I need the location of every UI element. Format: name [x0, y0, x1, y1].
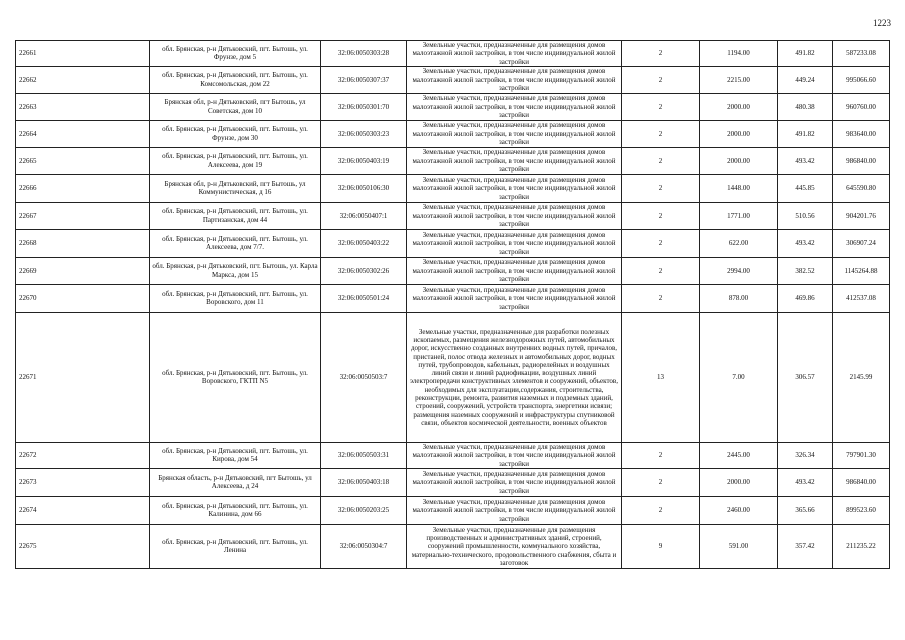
group-cell: 2: [622, 202, 700, 229]
row-number: 22661: [16, 41, 150, 67]
area-cell: 2215.00: [700, 66, 778, 93]
address-cell: обл. Брянская, р-н Дятьковский, пгт. Бытошь, ул. Фрунзе, дом 30: [150, 120, 321, 147]
land-purpose-cell: Земельные участки, предназначенные для размещения домов малоэтажной жилой застройки, в том числе индивидуальной жилой застройки: [407, 442, 622, 468]
address-cell: Брянская область, р-н Дятьковский, пгт Бытошь, ул Алексеева, д 24: [150, 468, 321, 496]
table-row: [16, 66, 890, 93]
row-number: 22673: [16, 468, 150, 496]
row-number: 22672: [16, 442, 150, 468]
table-row: [16, 284, 890, 312]
rate-cell: 382.52: [778, 257, 833, 284]
rate-cell: 510.56: [778, 202, 833, 229]
table-row: [16, 41, 890, 67]
cadastral-number-cell: 32:06:0050501:24: [321, 284, 407, 312]
table-row: [16, 147, 890, 174]
row-number: 22675: [16, 524, 150, 568]
address-cell: обл. Брянская, р-н Дятьковский, пгт. Бытошь, ул. Алексеева, дом 7/7.: [150, 229, 321, 257]
address-cell: обл. Брянская, р-н Дятьковский, пгт. Бытошь, ул. Фрунзе, дом 5: [150, 41, 321, 67]
group-cell: 2: [622, 229, 700, 257]
group-cell: 2: [622, 93, 700, 120]
group-cell: 2: [622, 147, 700, 174]
row-number: 22666: [16, 174, 150, 202]
cadastral-value-cell: 306907.24: [833, 229, 890, 257]
cadastral-number-cell: 32:06:0050303:23: [321, 120, 407, 147]
group-cell: 2: [622, 496, 700, 524]
table-row: [16, 202, 890, 229]
land-purpose-cell: Земельные участки, предназначенные для размещения домов малоэтажной жилой застройки, в том числе индивидуальной жилой застройки: [407, 120, 622, 147]
area-cell: 591.00: [700, 524, 778, 568]
rate-cell: 306.57: [778, 312, 833, 442]
row-number: 22665: [16, 147, 150, 174]
rate-cell: 357.42: [778, 524, 833, 568]
land-purpose-cell: Земельные участки, предназначенные для размещения домов малоэтажной жилой застройки, в том числе индивидуальной жилой застройки: [407, 174, 622, 202]
area-cell: 7.00: [700, 312, 778, 442]
group-cell: 13: [622, 312, 700, 442]
address-cell: Брянская обл, р-н Дятьковский, пгт Бытошь, ул Советская, дом 10: [150, 93, 321, 120]
group-cell: 2: [622, 66, 700, 93]
land-purpose-cell: Земельные участки, предназначенные для размещения домов малоэтажной жилой застройки, в том числе индивидуальной жилой застройки: [407, 202, 622, 229]
group-cell: 2: [622, 120, 700, 147]
row-number: 22671: [16, 312, 150, 442]
cadastral-registry-table: [15, 40, 890, 569]
cadastral-value-cell: 995066.60: [833, 66, 890, 93]
cadastral-value-cell: 211235.22: [833, 524, 890, 568]
cadastral-value-cell: 797901.30: [833, 442, 890, 468]
address-cell: обл. Брянская, р-н Дятьковский, пгт. Бытошь, ул. Карла Маркса, дом 15: [150, 257, 321, 284]
cadastral-number-cell: 32:06:0050303:28: [321, 41, 407, 67]
cadastral-number-cell: 32:06:0050403:19: [321, 147, 407, 174]
table-row: [16, 524, 890, 568]
land-purpose-cell: Земельные участки, предназначенные для размещения домов малоэтажной жилой застройки, в том числе индивидуальной жилой застройки: [407, 147, 622, 174]
group-cell: 9: [622, 524, 700, 568]
rate-cell: 493.42: [778, 229, 833, 257]
table-row: [16, 442, 890, 468]
address-cell: обл. Брянская, р-н Дятьковский, пгт. Бытошь, ул. Партизанская, дом 44: [150, 202, 321, 229]
page-number: 1223: [873, 18, 891, 28]
cadastral-number-cell: 32:06:0050407:1: [321, 202, 407, 229]
rate-cell: 326.34: [778, 442, 833, 468]
address-cell: обл. Брянская, р-н Дятьковский, пгт. Бытошь, ул. Кирова, дом 54: [150, 442, 321, 468]
cadastral-number-cell: 32:06:0050304:7: [321, 524, 407, 568]
group-cell: 2: [622, 468, 700, 496]
cadastral-value-cell: 904201.76: [833, 202, 890, 229]
address-cell: обл. Брянская, р-н Дятьковский, пгт. Бытошь, ул. Алексеева, дом 19: [150, 147, 321, 174]
cadastral-value-cell: 899523.60: [833, 496, 890, 524]
land-purpose-cell: Земельные участки, предназначенные для размещения домов малоэтажной жилой застройки, в том числе индивидуальной жилой застройки: [407, 257, 622, 284]
cadastral-value-cell: 587233.08: [833, 41, 890, 67]
address-cell: обл. Брянская, р-н Дятьковский, пгт. Бытошь, ул. Воровского, ГКТП N5: [150, 312, 321, 442]
row-number: 22662: [16, 66, 150, 93]
row-number: 22668: [16, 229, 150, 257]
table-row: [16, 312, 890, 442]
table-row: [16, 468, 890, 496]
area-cell: 622.00: [700, 229, 778, 257]
cadastral-value-cell: 2145.99: [833, 312, 890, 442]
rate-cell: 491.82: [778, 120, 833, 147]
area-cell: 1194.00: [700, 41, 778, 67]
address-cell: обл. Брянская, р-н Дятьковский, пгт. Бытошь, ул. Калинина, дом 66: [150, 496, 321, 524]
row-number: 22669: [16, 257, 150, 284]
group-cell: 2: [622, 442, 700, 468]
table-row: [16, 120, 890, 147]
land-purpose-cell: Земельные участки, предназначенные для размещения домов малоэтажной жилой застройки, в том числе индивидуальной жилой застройки: [407, 41, 622, 67]
area-cell: 2000.00: [700, 93, 778, 120]
rate-cell: 469.86: [778, 284, 833, 312]
address-cell: Брянская обл, р-н Дятьковский, пгт Бытошь, ул Коммунистическая, д 16: [150, 174, 321, 202]
cadastral-number-cell: 32:06:0050106:30: [321, 174, 407, 202]
table-row: [16, 257, 890, 284]
group-cell: 2: [622, 284, 700, 312]
cadastral-number-cell: 32:06:0050301:70: [321, 93, 407, 120]
cadastral-number-cell: 32:06:0050203:25: [321, 496, 407, 524]
row-number: 22667: [16, 202, 150, 229]
rate-cell: 480.38: [778, 93, 833, 120]
address-cell: обл. Брянская, р-н Дятьковский, пгт. Бытошь, ул. Воровского, дом 11: [150, 284, 321, 312]
land-purpose-cell: Земельные участки, предназначенные для разработки полезных ископаемых, размещения железнодорожных путей, автомобильных дорог, искусственно созданных внутренних водных путей, причалов, пристаней, полос отвода железных и автомобильных дорог, водных путей, трубопроводов, кабельных, радиорелейных и воздушных линий связи и линий радиофикации, воздушных линий электропередачи конструктивных элементов и сооружений, объектов, необходимых для эксплуатации,содержания, строительства, реконструкции, ремонта, развития наземных и подземных зданий, строений, сооружений, устройств транспорта, энергетики исвязи; размещения наземных сооружений и инфраструктуры спутниковой связи, объектов космической деятельности, военных объектов: [407, 312, 622, 442]
table-row: [16, 229, 890, 257]
group-cell: 2: [622, 257, 700, 284]
area-cell: 2000.00: [700, 120, 778, 147]
rate-cell: 449.24: [778, 66, 833, 93]
cadastral-value-cell: 960760.00: [833, 93, 890, 120]
area-cell: 1448.00: [700, 174, 778, 202]
land-purpose-cell: Земельные участки, предназначенные для размещения домов малоэтажной жилой застройки, в том числе индивидуальной жилой застройки: [407, 468, 622, 496]
group-cell: 2: [622, 41, 700, 67]
rate-cell: 493.42: [778, 468, 833, 496]
address-cell: обл. Брянская, р-н Дятьковский, пгт. Бытошь, ул. Комсомольская, дом 22: [150, 66, 321, 93]
table-row: [16, 174, 890, 202]
cadastral-number-cell: 32:06:0050403:18: [321, 468, 407, 496]
area-cell: 2000.00: [700, 468, 778, 496]
group-cell: 2: [622, 174, 700, 202]
area-cell: 2994.00: [700, 257, 778, 284]
row-number: 22663: [16, 93, 150, 120]
cadastral-value-cell: 983640.00: [833, 120, 890, 147]
row-number: 22670: [16, 284, 150, 312]
cadastral-number-cell: 32:06:0050403:22: [321, 229, 407, 257]
land-purpose-cell: Земельные участки, предназначенные для размещения домов малоэтажной жилой застройки, в том числе индивидуальной жилой застройки: [407, 93, 622, 120]
area-cell: 2000.00: [700, 147, 778, 174]
row-number: 22674: [16, 496, 150, 524]
area-cell: 878.00: [700, 284, 778, 312]
land-purpose-cell: Земельные участки, предназначенные для размещения домов малоэтажной жилой застройки, в том числе индивидуальной жилой застройки: [407, 496, 622, 524]
row-number: 22664: [16, 120, 150, 147]
land-purpose-cell: Земельные участки, предназначенные для размещения домов малоэтажной жилой застройки, в том числе индивидуальной жилой застройки: [407, 229, 622, 257]
cadastral-value-cell: 986840.00: [833, 147, 890, 174]
cadastral-number-cell: 32:06:0050503:31: [321, 442, 407, 468]
cadastral-value-cell: 645590.80: [833, 174, 890, 202]
rate-cell: 445.85: [778, 174, 833, 202]
cadastral-number-cell: 32:06:0050302:26: [321, 257, 407, 284]
rate-cell: 493.42: [778, 147, 833, 174]
land-purpose-cell: Земельные участки, предназначенные для размещения производственных и административных зданий, строений, сооружений промышленности, коммунального хозяйства, материально-технического, продовольственного снабжения, сбыта и заготовок: [407, 524, 622, 568]
cadastral-number-cell: 32:06:0050503:7: [321, 312, 407, 442]
address-cell: обл. Брянская, р-н Дятьковский, пгт. Бытошь, ул. Ленина: [150, 524, 321, 568]
cadastral-value-cell: 412537.08: [833, 284, 890, 312]
area-cell: 1771.00: [700, 202, 778, 229]
land-purpose-cell: Земельные участки, предназначенные для размещения домов малоэтажной жилой застройки, в том числе индивидуальной жилой застройки: [407, 284, 622, 312]
table-row: [16, 496, 890, 524]
area-cell: 2460.00: [700, 496, 778, 524]
cadastral-value-cell: 1145264.88: [833, 257, 890, 284]
rate-cell: 365.66: [778, 496, 833, 524]
rate-cell: 491.82: [778, 41, 833, 67]
land-purpose-cell: Земельные участки, предназначенные для размещения домов малоэтажной жилой застройки, в том числе индивидуальной жилой застройки: [407, 66, 622, 93]
table-row: [16, 93, 890, 120]
cadastral-value-cell: 986840.00: [833, 468, 890, 496]
area-cell: 2445.00: [700, 442, 778, 468]
cadastral-number-cell: 32:06:0050307:37: [321, 66, 407, 93]
